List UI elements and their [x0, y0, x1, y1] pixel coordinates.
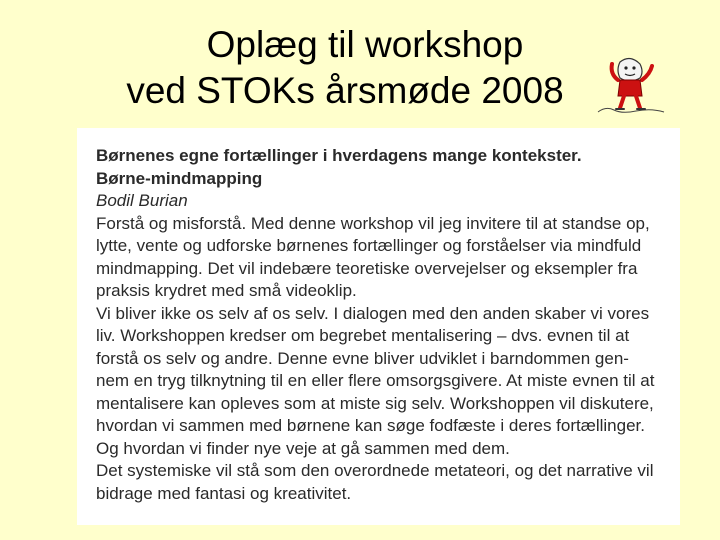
body-line: praksis krydret med små videoklip. [96, 281, 357, 300]
body-line: mindmapping. Det vil indebære teoretiske overvejelser og eksempler fra [96, 258, 638, 278]
body-line: Det systemiske vil stå som den overordnede metateori, og det narrative vil [96, 461, 654, 480]
body-line: lytte, vente og udforske børnenes fortællinger og forståelser via mindfuld [96, 236, 642, 255]
body-line: nem en tryg tilknytning til en eller flere omsorgsgivere. At miste evnen til at [96, 371, 655, 390]
body-line: Og hvordan vi finder nye veje at gå sammen med dem. [96, 438, 510, 458]
body-line: Forstå og misforstå. Med denne workshop vil jeg invitere til at standse op, [96, 213, 650, 233]
document-excerpt [77, 128, 680, 525]
body-line: hvordan vi sammen med børnene kan søge fodfæste i deres fortællinger. [96, 416, 645, 435]
document-text [96, 145, 676, 505]
body-line: forstå os selv og andre. Denne evne bliver udviklet i barndommen gen- [96, 348, 629, 368]
body-line: bidrage med fantasi og kreativitet. [96, 483, 352, 503]
cartoon-figure-icon [596, 56, 666, 118]
body-line: mentalisere kan opleves som at miste sig selv. Workshoppen vil diskutere, [96, 393, 654, 413]
slide-title-line-1: Oplæg til workshop [206, 24, 524, 65]
body-line: liv. Workshoppen kredser om begrebet mentalisering – dvs. evnen til at [96, 326, 630, 345]
document-heading-line-1: Børnenes egne fortællinger i hverdagens mange kontekster. [96, 146, 582, 165]
slide-title-line-2: ved STOKs årsmøde 2008 [126, 70, 564, 111]
document-author: Bodil Burian [96, 191, 188, 210]
body-line: Vi bliver ikke os selv af os selv. I dialogen med den anden skaber vi vores [96, 303, 650, 323]
document-heading-line-2: Børne-mindmapping [96, 168, 263, 188]
